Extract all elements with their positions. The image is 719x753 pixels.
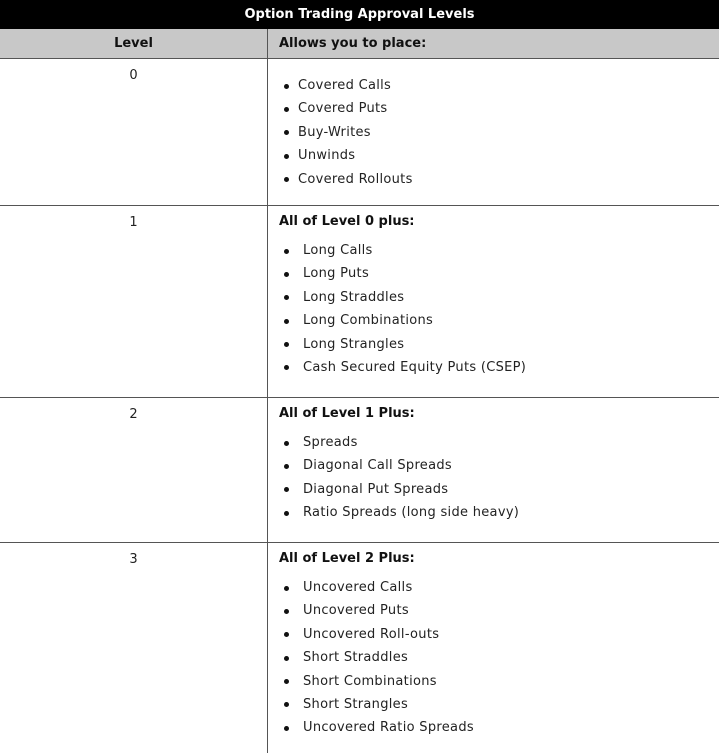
level-cell: 3 (0, 543, 268, 753)
list-item: Long Combinations (279, 309, 719, 332)
list-item: Short Combinations (279, 670, 719, 693)
level-cell: 1 (0, 206, 268, 397)
list-item: Long Calls (279, 239, 719, 262)
list-item: Uncovered Ratio Spreads (279, 716, 719, 739)
list-item: Short Strangles (279, 693, 719, 716)
permissions-cell (268, 543, 719, 753)
level-heading: All of Level 1 Plus: (279, 406, 415, 421)
allows-column-header: Allows you to place: (279, 36, 427, 51)
permission-list (279, 576, 719, 740)
list-item: Covered Rollouts (279, 168, 719, 191)
permission-list (279, 431, 719, 525)
list-item: Covered Puts (279, 97, 719, 120)
table-title: Option Trading Approval Levels (0, 0, 719, 29)
list-item: Uncovered Roll-outs (279, 623, 719, 646)
list-item: Uncovered Puts (279, 599, 719, 622)
list-item: Long Strangles (279, 333, 719, 356)
permissions-cell (268, 59, 719, 205)
level-cell: 2 (0, 398, 268, 542)
permissions-cell (268, 206, 719, 397)
list-item: Covered Calls (279, 74, 719, 97)
list-item: Diagonal Call Spreads (279, 454, 719, 477)
table-row (0, 398, 719, 543)
level-column-header: Level (0, 29, 268, 58)
level-heading: All of Level 0 plus: (279, 214, 415, 229)
list-item: Uncovered Calls (279, 576, 719, 599)
table-row (0, 59, 719, 206)
table-row (0, 206, 719, 398)
list-item: Diagonal Put Spreads (279, 478, 719, 501)
permission-list (279, 239, 719, 379)
list-item: Cash Secured Equity Puts (CSEP) (279, 356, 719, 379)
permission-list (279, 74, 719, 191)
level-cell: 0 (0, 59, 268, 205)
table-row (0, 543, 719, 753)
list-item: Spreads (279, 431, 719, 454)
table-header-row (0, 29, 719, 59)
list-item: Long Puts (279, 262, 719, 285)
permissions-cell (268, 398, 719, 542)
list-item: Long Straddles (279, 286, 719, 309)
list-item: Buy-Writes (279, 121, 719, 144)
list-item: Unwinds (279, 144, 719, 167)
list-item: Short Straddles (279, 646, 719, 669)
level-heading: All of Level 2 Plus: (279, 551, 415, 566)
list-item: Ratio Spreads (long side heavy) (279, 501, 719, 524)
